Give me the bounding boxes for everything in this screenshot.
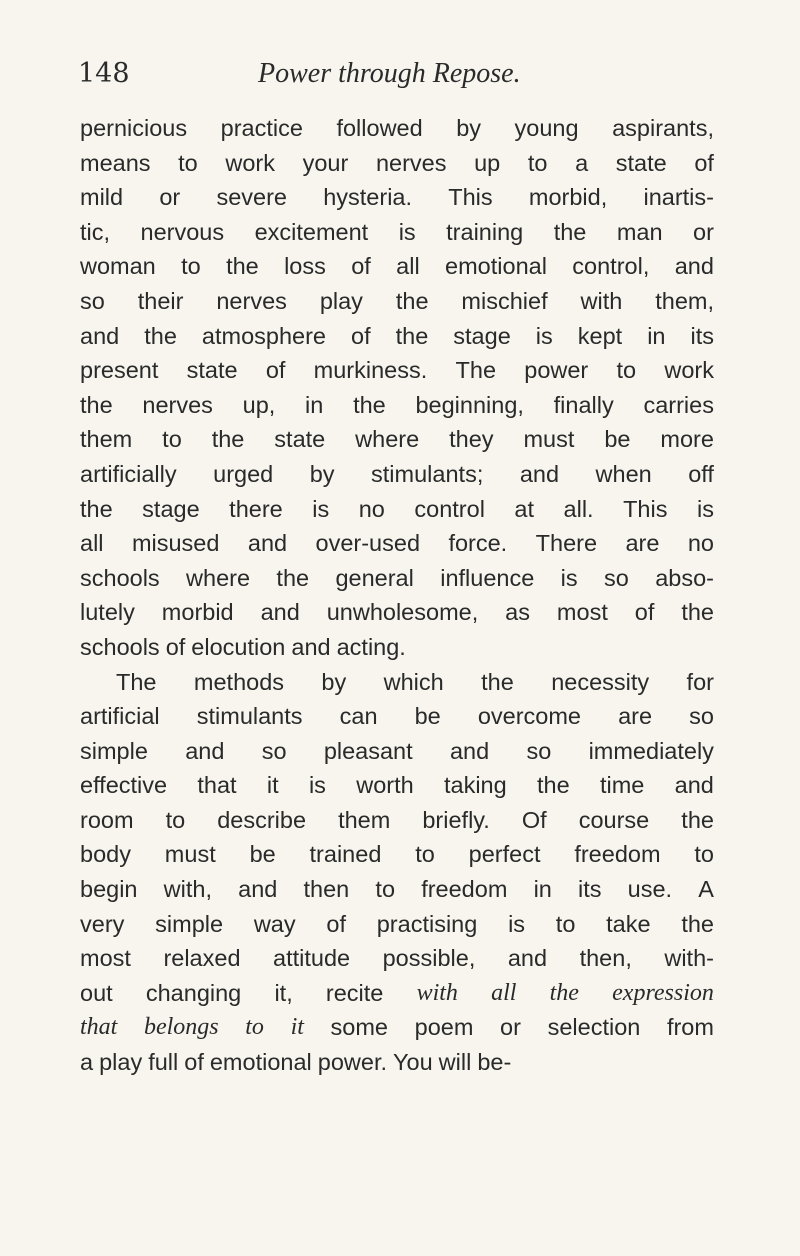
- word: atmosphere: [201, 322, 326, 349]
- word: of: [265, 357, 286, 384]
- word: finally: [553, 391, 614, 418]
- word: present: [80, 357, 159, 384]
- word: take: [606, 910, 651, 937]
- word: in: [647, 322, 666, 349]
- word: and: [519, 460, 560, 487]
- word: and: [238, 876, 278, 903]
- word: misused: [131, 530, 220, 557]
- word: loss: [284, 253, 326, 280]
- word: schools: [80, 633, 160, 660]
- word: emotional: [445, 253, 547, 280]
- word: stage: [142, 495, 200, 522]
- word: will: [438, 1049, 472, 1076]
- word: to: [178, 149, 198, 176]
- word: followed: [336, 115, 423, 141]
- word: perfect: [468, 841, 541, 868]
- word: or: [159, 184, 181, 211]
- word: poem: [414, 1014, 474, 1041]
- text-line: [80, 941, 714, 976]
- word: state: [274, 426, 326, 453]
- text-line: [80, 768, 714, 803]
- word: there: [229, 495, 283, 522]
- word: pleasant: [323, 737, 413, 764]
- word: then: [303, 876, 350, 903]
- word: at: [514, 495, 535, 522]
- word: training: [446, 218, 524, 245]
- word: over-used: [315, 530, 421, 557]
- word: all.: [563, 495, 594, 522]
- word: This: [448, 184, 493, 211]
- word: work: [664, 357, 714, 384]
- word: they: [449, 426, 494, 453]
- word: and: [674, 772, 714, 799]
- word: the: [549, 979, 579, 1006]
- word: is: [696, 495, 714, 522]
- word: and: [507, 945, 548, 972]
- word: which: [383, 668, 444, 695]
- word: state: [615, 149, 667, 176]
- word: power: [524, 357, 589, 384]
- word: tic,: [80, 218, 111, 245]
- word: relaxed: [163, 945, 241, 972]
- word: elocution: [191, 633, 286, 660]
- word: a: [575, 149, 589, 176]
- word: schools: [80, 564, 160, 591]
- word: control,: [572, 253, 650, 280]
- word: the: [537, 772, 570, 799]
- text-line: [80, 526, 714, 561]
- word: no: [687, 530, 714, 557]
- word: are: [625, 530, 660, 557]
- word: up: [474, 149, 501, 176]
- word: morbid,: [528, 184, 608, 211]
- word: changing: [145, 979, 242, 1006]
- word: course: [578, 806, 650, 833]
- word: is: [312, 495, 330, 522]
- word: and: [185, 737, 225, 764]
- word: to: [415, 841, 435, 868]
- word: stimulants: [196, 703, 303, 730]
- word: all: [396, 253, 420, 280]
- word: means: [80, 149, 151, 176]
- word: and: [449, 737, 490, 764]
- word: by: [321, 668, 347, 695]
- word: so: [689, 703, 714, 730]
- word: to: [694, 841, 714, 868]
- word: out: [80, 979, 113, 1006]
- word: methods: [193, 668, 285, 695]
- word: to: [162, 426, 182, 453]
- word: all: [80, 530, 104, 557]
- word: then,: [579, 945, 632, 972]
- word: describe: [217, 806, 307, 833]
- word: the: [144, 322, 177, 349]
- word: body: [80, 841, 131, 868]
- word: control: [414, 495, 485, 522]
- word: be: [249, 841, 276, 868]
- word: the: [353, 391, 386, 418]
- word: attitude: [273, 945, 351, 972]
- text-line: [80, 319, 714, 354]
- word: up,: [242, 391, 276, 418]
- word: when: [595, 460, 652, 487]
- word: influence: [440, 564, 535, 591]
- word: where: [186, 564, 251, 591]
- text-line: [80, 665, 714, 700]
- word: to: [375, 876, 396, 903]
- word: and: [291, 633, 331, 660]
- word: is: [398, 218, 416, 245]
- word: abso-: [655, 564, 714, 591]
- word: the: [80, 495, 113, 522]
- word: be: [414, 703, 441, 730]
- word: the: [681, 910, 714, 937]
- text-line: [80, 803, 714, 838]
- page-number: 148: [78, 58, 130, 89]
- word: with,: [163, 876, 212, 903]
- word: emotional: [209, 1049, 312, 1076]
- word: urged: [213, 460, 274, 487]
- word: where: [355, 426, 420, 453]
- word: must: [164, 841, 216, 868]
- word: so: [80, 287, 105, 314]
- word: inartis-: [643, 184, 714, 211]
- text-line: [80, 353, 714, 388]
- word: overcome: [477, 703, 581, 730]
- word: man: [616, 218, 663, 245]
- word: nerves: [375, 149, 447, 176]
- word: state: [186, 357, 238, 384]
- text-line: [80, 595, 714, 630]
- word: work: [225, 149, 275, 176]
- word: play: [99, 1049, 143, 1076]
- word: stimulants;: [371, 460, 484, 487]
- word: The: [116, 668, 157, 695]
- word: severe: [216, 184, 287, 211]
- text-line: [80, 422, 714, 457]
- word: lutely: [80, 599, 135, 626]
- text-line: [80, 492, 714, 527]
- word: with-: [664, 945, 714, 972]
- text-line: [80, 111, 714, 146]
- text-line: [80, 1010, 714, 1045]
- word: its: [690, 322, 714, 349]
- word: is: [508, 910, 526, 937]
- word: the: [276, 564, 310, 591]
- word: and: [80, 322, 120, 349]
- word: very: [80, 910, 125, 937]
- word: by: [309, 460, 335, 487]
- word: You: [393, 1049, 433, 1076]
- word: kept: [577, 322, 623, 349]
- word: them,: [655, 287, 714, 314]
- word: beginning,: [415, 391, 524, 418]
- word: to: [181, 253, 201, 280]
- word: it: [266, 772, 279, 799]
- word: nervous: [140, 218, 225, 245]
- word: of: [184, 1049, 204, 1076]
- word: belongs: [143, 1014, 219, 1041]
- word: effective: [80, 772, 168, 799]
- word: in: [533, 876, 552, 903]
- text-line: [80, 907, 714, 942]
- word: trained: [309, 841, 382, 868]
- word: to: [527, 149, 548, 176]
- word: its: [578, 876, 602, 903]
- word: young: [514, 115, 579, 141]
- word: for: [686, 668, 714, 695]
- word: as: [505, 599, 530, 626]
- word: or: [500, 1014, 521, 1041]
- word: no: [358, 495, 385, 522]
- word: of: [634, 599, 655, 626]
- word: so: [261, 737, 287, 764]
- word: There: [535, 530, 598, 557]
- word: freedom: [421, 876, 508, 903]
- text-line: [80, 215, 714, 250]
- word: most: [80, 945, 131, 972]
- word: way: [253, 910, 296, 937]
- word: the: [226, 253, 259, 280]
- word: artificial: [80, 703, 160, 730]
- word: from: [666, 1014, 714, 1041]
- word: so: [604, 564, 629, 591]
- text-line: [80, 872, 714, 907]
- page-header: [78, 58, 778, 94]
- word: and: [674, 253, 714, 280]
- word: immediately: [588, 737, 714, 764]
- word: is: [560, 564, 578, 591]
- word: stage: [453, 322, 511, 349]
- word: begin: [80, 876, 138, 903]
- word: practice: [220, 115, 303, 141]
- word: with: [580, 287, 623, 314]
- word: morbid: [161, 599, 234, 626]
- body-text: [80, 111, 714, 1080]
- word: of: [351, 322, 371, 349]
- word: them: [80, 426, 133, 453]
- text-line: [80, 180, 714, 215]
- word: all: [491, 979, 517, 1006]
- word: pernicious: [80, 115, 188, 141]
- word: their: [137, 287, 184, 314]
- word: in: [305, 391, 324, 418]
- word: to: [555, 910, 576, 937]
- text-line: [80, 1045, 714, 1080]
- word: recite: [325, 979, 384, 1006]
- word: acting.: [336, 633, 406, 660]
- word: is: [535, 322, 553, 349]
- word: can: [339, 703, 378, 730]
- text-line: [80, 457, 714, 492]
- word: briefly.: [422, 806, 490, 833]
- word: nerves: [142, 391, 213, 418]
- running-title: Power through Repose.: [258, 58, 521, 89]
- word: with: [416, 979, 458, 1006]
- word: must: [523, 426, 575, 453]
- word: full: [148, 1049, 179, 1076]
- word: nerves: [216, 287, 287, 314]
- word: a: [80, 1049, 94, 1076]
- word: Of: [521, 806, 547, 833]
- word: aspirants,: [612, 115, 714, 141]
- word: freedom: [574, 841, 661, 868]
- word: the: [681, 599, 714, 626]
- word: the: [681, 806, 714, 833]
- text-line: [80, 976, 714, 1011]
- word: unwholesome,: [326, 599, 479, 626]
- word: the: [211, 426, 245, 453]
- word: are: [618, 703, 653, 730]
- word: power.: [317, 1049, 388, 1076]
- word: of: [326, 910, 346, 937]
- word: be: [604, 426, 631, 453]
- word: necessity: [551, 668, 650, 695]
- word: to: [165, 806, 186, 833]
- word: it: [290, 1014, 304, 1041]
- word: time: [599, 772, 645, 799]
- word: The: [455, 357, 497, 384]
- word: that: [80, 1014, 118, 1041]
- text-line: [80, 561, 714, 596]
- word: to: [616, 357, 637, 384]
- text-line: [80, 146, 714, 181]
- word: and: [260, 599, 300, 626]
- word: woman: [80, 253, 156, 280]
- word: practising: [376, 910, 478, 937]
- word: possible,: [382, 945, 476, 972]
- word: it,: [274, 979, 293, 1006]
- word: to: [245, 1014, 264, 1041]
- word: room: [80, 806, 134, 833]
- word: of: [694, 149, 714, 176]
- word: the: [395, 322, 429, 349]
- word: artificially: [80, 460, 177, 487]
- word: the: [553, 218, 587, 245]
- word: expression: [612, 979, 714, 1006]
- word: simple: [155, 910, 224, 937]
- word: by: [456, 115, 482, 141]
- text-line: [80, 630, 714, 665]
- word: some: [330, 1014, 388, 1041]
- word: of: [351, 253, 371, 280]
- word: the: [481, 668, 514, 695]
- word: excitement: [254, 218, 369, 245]
- text-line: [80, 699, 714, 734]
- word: murkiness.: [313, 357, 428, 384]
- word: of: [165, 633, 186, 660]
- word: is: [308, 772, 326, 799]
- word: most: [556, 599, 608, 626]
- word: the: [80, 391, 113, 418]
- word: A: [698, 876, 714, 903]
- word: force.: [448, 530, 508, 557]
- text-line: [80, 734, 714, 769]
- word: your: [302, 149, 349, 176]
- text-line: [80, 837, 714, 872]
- word: mischief: [461, 287, 548, 314]
- word: and: [247, 530, 288, 557]
- word: hysteria.: [323, 184, 413, 211]
- word: mild: [80, 184, 124, 211]
- word: that: [197, 772, 237, 799]
- word: them: [338, 806, 391, 833]
- word: carries: [643, 391, 714, 418]
- word: the: [395, 287, 429, 314]
- word: This: [623, 495, 668, 522]
- word: general: [335, 564, 414, 591]
- word: or: [693, 218, 714, 245]
- text-line: [80, 284, 714, 319]
- text-line: [80, 249, 714, 284]
- word: more: [660, 426, 714, 453]
- word: selection: [547, 1014, 641, 1041]
- word: simple: [80, 737, 148, 764]
- word: off: [688, 460, 714, 487]
- word: play: [319, 287, 363, 314]
- word: so: [526, 737, 552, 764]
- word: taking: [443, 772, 507, 799]
- word: use.: [627, 876, 673, 903]
- text-line: [80, 388, 714, 423]
- word: be-: [477, 1049, 512, 1076]
- word: worth: [356, 772, 414, 799]
